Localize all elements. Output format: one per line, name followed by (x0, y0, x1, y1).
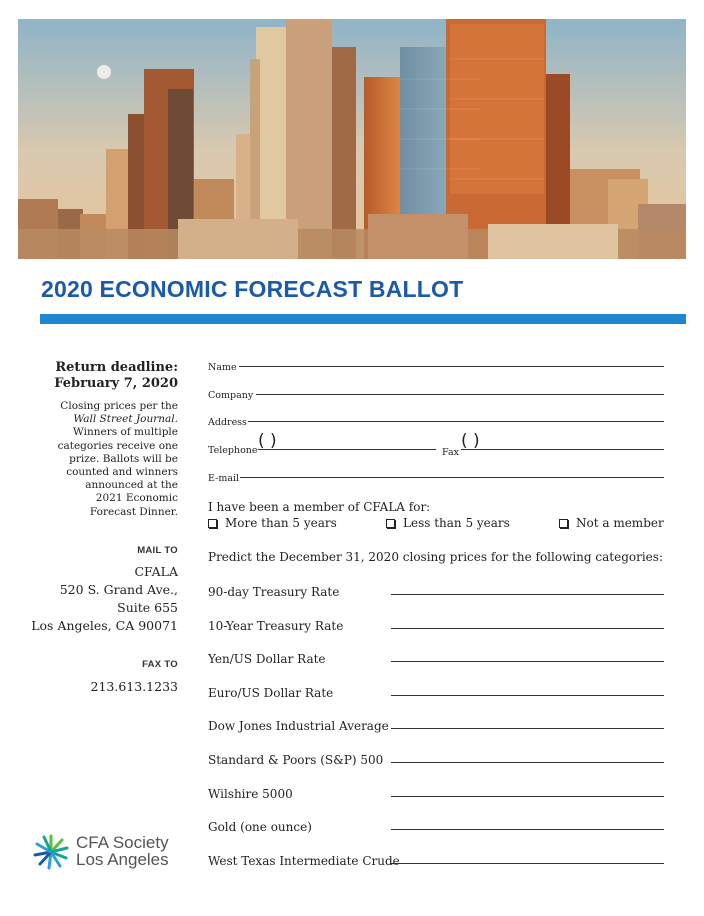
logo-line: Los Angeles (76, 850, 169, 869)
company-label: Company (208, 390, 254, 401)
address-line: Los Angeles, CA 90071 (31, 618, 178, 633)
option-label: Not a member (576, 516, 664, 530)
category-label: 10-Year Treasury Rate (208, 619, 344, 633)
category-answer-field[interactable] (391, 728, 664, 729)
category-answer-field[interactable] (391, 661, 664, 662)
category-label: Dow Jones Industrial Average (208, 719, 389, 733)
logo-line: CFA Society (76, 833, 169, 852)
category-answer-field[interactable] (391, 863, 664, 864)
closing-line: prize. Ballots will be (69, 452, 178, 465)
telephone-label: Telephone (208, 445, 258, 456)
address-line: Suite 655 (117, 600, 178, 615)
hero-skyline-image (18, 19, 686, 259)
mailing-address (30, 563, 178, 635)
page-title: 2020 ECONOMIC FORECAST BALLOT (41, 276, 464, 302)
fax-area-code: ( ) (461, 431, 480, 451)
category-answer-field[interactable] (391, 628, 664, 629)
category-label: Yen/US Dollar Rate (208, 652, 326, 666)
closing-line: announced at the (85, 479, 178, 492)
address-label: Address (208, 417, 247, 428)
cfa-logo-icon (31, 834, 71, 874)
fax-field[interactable] (461, 449, 664, 450)
address-line: 520 S. Grand Ave., (59, 582, 178, 597)
name-label: Name (208, 362, 237, 373)
address-line: CFALA (134, 564, 178, 579)
option-not-member[interactable] (559, 516, 664, 530)
checkbox-icon[interactable] (559, 519, 568, 528)
closing-line: Closing prices per the (60, 400, 178, 412)
address-field[interactable] (248, 421, 664, 422)
fax-label: Fax (442, 447, 459, 458)
option-label: Less than 5 years (403, 516, 510, 530)
telephone-area-code: ( ) (258, 431, 277, 451)
category-answer-field[interactable] (391, 594, 664, 595)
option-more-than-5[interactable] (208, 516, 337, 530)
closing-line: Forecast Dinner. (89, 505, 178, 518)
telephone-field[interactable] (258, 449, 436, 450)
checkbox-icon[interactable] (386, 519, 395, 528)
category-label: Wilshire 5000 (208, 787, 293, 801)
email-field[interactable] (240, 477, 664, 478)
closing-line: counted and winners (66, 466, 178, 479)
closing-line: Winners of multiple (73, 426, 178, 439)
email-label: E-mail (208, 473, 240, 484)
category-label: Gold (one ounce) (208, 820, 312, 834)
closing-journal: Wall Street Journal. (73, 413, 178, 426)
company-field[interactable] (256, 394, 664, 395)
category-answer-field[interactable] (391, 762, 664, 763)
title-divider-bar (40, 314, 686, 324)
mail-to-label: MAIL TO (137, 545, 178, 556)
option-label: More than 5 years (225, 516, 337, 530)
fax-number: 213.613.1233 (90, 679, 178, 694)
category-label: 90-day Treasury Rate (208, 585, 340, 599)
closing-line: 2021 Economic (95, 492, 178, 505)
deadline-label: Return deadline: (55, 360, 178, 375)
category-answer-field[interactable] (391, 796, 664, 797)
name-field[interactable] (239, 366, 664, 367)
deadline-date: February 7, 2020 (54, 376, 178, 391)
closing-line: categories receive one (57, 439, 178, 452)
closing-note (30, 400, 178, 519)
option-less-than-5[interactable] (386, 516, 510, 530)
category-label: Euro/US Dollar Rate (208, 686, 334, 700)
logo-text (76, 834, 169, 868)
checkbox-icon[interactable] (208, 519, 217, 528)
return-deadline (30, 360, 178, 392)
category-answer-field[interactable] (391, 829, 664, 830)
fax-to-label: FAX TO (142, 659, 178, 670)
category-label: West Texas Intermediate Crude (208, 854, 400, 868)
category-label: Standard & Poors (S&P) 500 (208, 753, 384, 767)
category-answer-field[interactable] (391, 695, 664, 696)
membership-question: I have been a member of CFALA for: (208, 500, 431, 514)
predict-instruction: Predict the December 31, 2020 closing prices for the following categories: (208, 550, 663, 564)
